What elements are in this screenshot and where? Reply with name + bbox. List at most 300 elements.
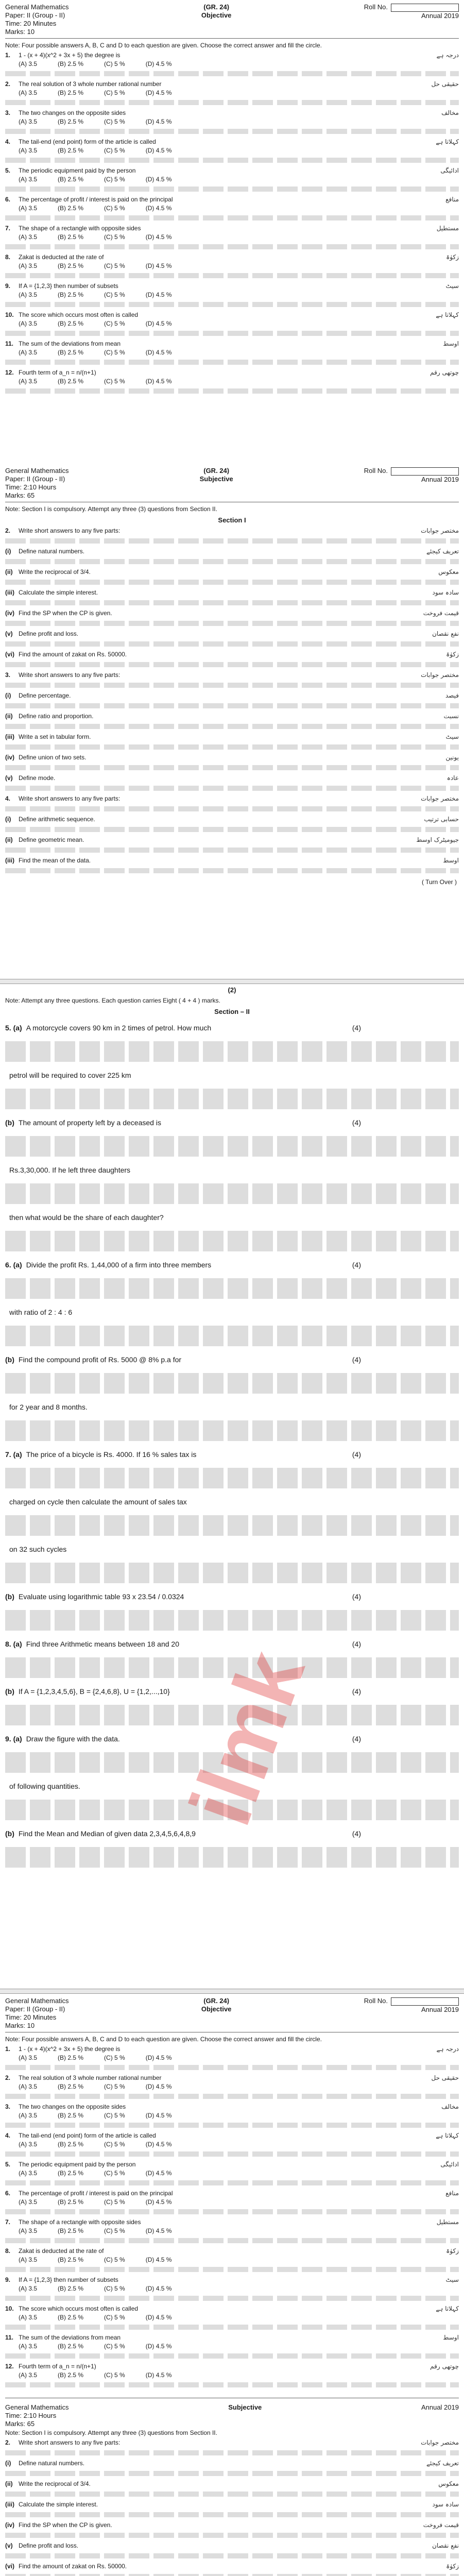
question-number: 3. <box>5 2103 11 2110</box>
answer-option[interactable]: (B) 2.5 % <box>58 2314 84 2321</box>
answer-options <box>0 2342 464 2350</box>
answer-option[interactable]: (A) 3.5 <box>19 2054 38 2061</box>
scan-text-line <box>5 1136 459 1157</box>
answer-option[interactable]: (C) 5 % <box>104 60 125 67</box>
answer-option[interactable]: (C) 5 % <box>104 176 125 183</box>
instructions-note: Note: Four possible answers A, B, C and D to each question are given. Choose the correct answer and fill the circle. <box>5 2036 322 2043</box>
scan-text-line <box>5 2238 459 2243</box>
question-text: Draw the figure with the data. <box>26 1735 120 1743</box>
question-text-urdu: سیٹ <box>445 282 459 290</box>
answer-option[interactable]: (C) 5 % <box>104 205 125 212</box>
question-text: Define profit and loss. <box>19 630 79 637</box>
answer-option[interactable]: (B) 2.5 % <box>58 2198 84 2206</box>
answer-option[interactable]: (B) 2.5 % <box>58 2227 84 2234</box>
answer-option[interactable]: (A) 3.5 <box>19 2170 38 2177</box>
scan-text-line <box>5 744 459 750</box>
question-text-urdu: مختصر جوابات <box>421 2439 459 2446</box>
question-text-urdu: مختصر جوابات <box>421 527 459 534</box>
answer-option[interactable]: (D) 4.5 % <box>145 147 172 154</box>
scan-text-line <box>5 538 459 544</box>
answer-option[interactable]: (C) 5 % <box>104 378 125 385</box>
answer-option[interactable]: (D) 4.5 % <box>145 378 172 385</box>
question-number: (iii) <box>5 857 14 864</box>
answer-option[interactable]: (D) 4.5 % <box>145 2054 172 2061</box>
paper-header <box>0 1994 464 2030</box>
answer-option[interactable]: (A) 3.5 <box>19 349 38 356</box>
short-question-list <box>0 526 464 873</box>
question-row <box>0 2160 464 2169</box>
answer-option[interactable]: (B) 2.5 % <box>58 118 84 125</box>
scan-text-line <box>5 827 459 832</box>
scan-text-line <box>5 2094 459 2099</box>
question-text: The periodic equipment paid by the person <box>19 167 136 174</box>
long-question <box>0 1112 464 1133</box>
question-text: Write short answers to any five parts: <box>19 527 121 534</box>
question-text: The shape of a rectangle with opposite sides <box>19 225 141 232</box>
answer-option[interactable]: (B) 2.5 % <box>58 89 84 96</box>
answer-options <box>0 319 464 328</box>
answer-option[interactable]: (D) 4.5 % <box>145 291 172 298</box>
question-row <box>0 567 464 577</box>
objective-paper-2 <box>0 1994 464 2576</box>
answer-option[interactable]: (D) 4.5 % <box>145 89 172 96</box>
question-number: 1. <box>5 2045 11 2053</box>
question-marks: (4) <box>352 1024 361 1032</box>
answer-option[interactable]: (D) 4.5 % <box>145 2256 172 2263</box>
scan-text-line <box>5 2180 459 2185</box>
answer-option[interactable]: (A) 3.5 <box>19 2112 38 2119</box>
roll-no-box <box>391 1997 459 2006</box>
question-text: The periodic equipment paid by the person <box>19 2161 136 2168</box>
question-number: 7. <box>5 225 11 232</box>
scan-text-line <box>5 1041 459 1062</box>
answer-option[interactable]: (D) 4.5 % <box>145 2227 172 2234</box>
question-text: The real solution of 3 whole number rational number <box>19 2074 162 2081</box>
answer-option[interactable]: (C) 5 % <box>104 320 125 327</box>
question-text-urdu: ادائیگی <box>440 167 459 174</box>
roll-no-label: Roll No. <box>364 467 388 474</box>
scan-text-line <box>5 848 459 853</box>
answer-option[interactable]: (A) 3.5 <box>19 2227 38 2234</box>
scan-text-line <box>5 1373 459 1394</box>
answer-option[interactable]: (C) 5 % <box>104 233 125 241</box>
answer-option[interactable]: (A) 3.5 <box>19 176 38 183</box>
answer-option[interactable]: (C) 5 % <box>104 2083 125 2090</box>
short-question-list <box>0 2438 464 2576</box>
question-text: Find the SP when the CP is given. <box>19 609 112 617</box>
question-text: Calculate the simple interest. <box>19 2501 98 2508</box>
question-text-urdu: تعریف کیجئے <box>426 2460 459 2467</box>
question-text: The price of a bicycle is Rs. 4000. If 16 % sales tax is <box>26 1450 197 1459</box>
question-text-urdu: مختصر جوابات <box>421 671 459 679</box>
answer-option[interactable]: (D) 4.5 % <box>145 349 172 356</box>
answer-option[interactable]: (D) 4.5 % <box>145 262 172 269</box>
long-question <box>0 1776 464 1797</box>
long-question-list <box>0 1018 464 1868</box>
scan-text-line <box>5 600 459 605</box>
answer-options <box>0 89 464 97</box>
question-text: Calculate the simple interest. <box>19 589 98 596</box>
question-text-urdu: درجہ ہے <box>436 2045 459 2053</box>
question-row <box>0 629 464 638</box>
answer-option[interactable]: (B) 2.5 % <box>58 2285 84 2292</box>
mcq-list <box>0 2044 464 2387</box>
question-row <box>0 108 464 117</box>
question-row <box>0 2362 464 2371</box>
question-text: Define percentage. <box>19 692 71 699</box>
scan-text-line <box>5 559 459 564</box>
question-text-urdu: حقیقی حل <box>431 2074 459 2081</box>
paper-header <box>0 464 464 500</box>
section-ii-title: Section – II <box>214 1008 250 1015</box>
question-number: 1. <box>5 52 11 59</box>
answer-option[interactable]: (A) 3.5 <box>19 320 38 327</box>
mcq-list <box>0 50 464 394</box>
question-text-urdu: مستطیل <box>436 225 459 232</box>
question-number: 2. <box>5 80 11 88</box>
question-number: 2. <box>5 2439 11 2446</box>
question-marks: (4) <box>352 1450 361 1459</box>
question-text-urdu: یونین <box>445 754 459 761</box>
answer-option[interactable]: (D) 4.5 % <box>145 176 172 183</box>
answer-option[interactable]: (D) 4.5 % <box>145 2371 172 2379</box>
question-row <box>0 773 464 783</box>
answer-options <box>0 2227 464 2235</box>
answer-option[interactable]: (A) 3.5 <box>19 60 38 67</box>
subject-label: General Mathematics <box>5 3 69 11</box>
question-marks: (4) <box>352 1687 361 1696</box>
answer-option[interactable]: (C) 5 % <box>104 89 125 96</box>
question-text: for 2 year and 8 months. <box>9 1403 88 1411</box>
question-text-urdu: کہلاتا ہے <box>436 2132 459 2139</box>
answer-option[interactable]: (D) 4.5 % <box>145 2285 172 2292</box>
answer-option[interactable]: (C) 5 % <box>104 2343 125 2350</box>
time-label: Time: 2:10 Hours <box>5 2412 57 2419</box>
answer-option[interactable]: (A) 3.5 <box>19 262 38 269</box>
question-text-urdu: چوتھی رقم <box>430 369 459 376</box>
answer-option[interactable]: (A) 3.5 <box>19 2083 38 2090</box>
answer-option[interactable]: (C) 5 % <box>104 2198 125 2206</box>
answer-option[interactable]: (A) 3.5 <box>19 233 38 241</box>
question-row <box>0 368 464 377</box>
question-number: 8. <box>5 253 11 261</box>
question-text: Write short answers to any five parts: <box>19 2439 121 2446</box>
scan-text-line <box>5 1420 459 1441</box>
question-number: (ii) <box>5 568 13 575</box>
scan-text-line <box>5 360 459 365</box>
question-row <box>0 691 464 700</box>
answer-option[interactable]: (D) 4.5 % <box>145 118 172 125</box>
question-row <box>0 2500 464 2509</box>
scan-text-line <box>5 2382 459 2387</box>
answer-option[interactable]: (C) 5 % <box>104 147 125 154</box>
answer-option[interactable]: (B) 2.5 % <box>58 2141 84 2148</box>
question-text: then what would be the share of each daughter? <box>9 1213 164 1222</box>
question-row <box>0 588 464 597</box>
answer-option[interactable]: (B) 2.5 % <box>58 2256 84 2263</box>
answer-option[interactable]: (B) 2.5 % <box>58 176 84 183</box>
question-row <box>0 2333 464 2342</box>
answer-option[interactable]: (B) 2.5 % <box>58 2343 84 2350</box>
answer-option[interactable]: (B) 2.5 % <box>58 349 84 356</box>
question-row <box>0 2102 464 2111</box>
question-row <box>0 2541 464 2550</box>
question-number: (iv) <box>5 2521 14 2529</box>
scan-text-line <box>5 1231 459 1251</box>
section-ii-page-1 <box>0 984 464 1989</box>
question-number: (v) <box>5 630 13 637</box>
answer-option[interactable]: (C) 5 % <box>104 2170 125 2177</box>
scan-text-line <box>5 2151 459 2157</box>
answer-option[interactable]: (D) 4.5 % <box>145 205 172 212</box>
answer-options <box>0 2082 464 2091</box>
answer-option[interactable]: (D) 4.5 % <box>145 320 172 327</box>
question-row <box>0 753 464 762</box>
time-label: Time: 20 Minutes <box>5 20 57 27</box>
answer-option[interactable]: (B) 2.5 % <box>58 378 84 385</box>
scan-text-line <box>5 765 459 770</box>
scan-text-line <box>5 215 459 221</box>
question-row <box>0 2217 464 2227</box>
question-row <box>0 711 464 721</box>
scan-text-line <box>5 1563 459 1583</box>
answer-option[interactable]: (D) 4.5 % <box>145 2198 172 2206</box>
question-number: (i) <box>5 816 11 823</box>
answer-option[interactable]: (D) 4.5 % <box>145 2083 172 2090</box>
answer-option[interactable]: (B) 2.5 % <box>58 2083 84 2090</box>
question-number: 5. <box>5 167 11 174</box>
question-marks: (4) <box>352 1592 361 1601</box>
scan-text-line <box>5 1705 459 1725</box>
scan-text-line <box>5 331 459 336</box>
roll-no-label: Roll No. <box>364 3 388 11</box>
scan-text-line <box>5 187 459 192</box>
scan-text-line <box>5 703 459 708</box>
question-number: 4. <box>5 795 11 802</box>
long-question <box>0 1018 464 1038</box>
question-row <box>0 2304 464 2313</box>
answer-option[interactable]: (A) 3.5 <box>19 291 38 298</box>
question-number: 12. <box>5 2363 14 2370</box>
question-number: (v) <box>5 2542 13 2549</box>
long-question <box>0 1444 464 1465</box>
scan-text-line <box>5 2512 459 2517</box>
question-row <box>0 670 464 680</box>
question-text-urdu: اوسط <box>443 340 459 347</box>
answer-option[interactable]: (A) 3.5 <box>19 89 38 96</box>
long-question <box>0 1728 464 1749</box>
answer-option[interactable]: (B) 2.5 % <box>58 262 84 269</box>
answer-option[interactable]: (C) 5 % <box>104 2227 125 2234</box>
paper-kind: Subjective <box>199 475 233 483</box>
paper-code: (GR. 24) <box>203 1997 230 2005</box>
session-label: Annual 2019 <box>421 475 459 483</box>
scan-text-line <box>5 2492 459 2497</box>
question-text: The two changes on the opposite sides <box>19 109 126 116</box>
question-number: (b) <box>5 1829 14 1838</box>
question-number: (iii) <box>5 2501 14 2508</box>
paper-header <box>0 0 464 36</box>
answer-option[interactable]: (A) 3.5 <box>19 147 38 154</box>
answer-option[interactable]: (D) 4.5 % <box>145 2170 172 2177</box>
answer-options <box>0 2111 464 2120</box>
scan-text-line <box>5 683 459 688</box>
answer-option[interactable]: (D) 4.5 % <box>145 2314 172 2321</box>
answer-options <box>0 262 464 270</box>
section-title: Section I <box>218 516 246 524</box>
header-rule <box>5 38 459 39</box>
scan-text-line <box>5 786 459 791</box>
objective-paper-1 <box>0 0 464 464</box>
question-number: (vi) <box>5 651 14 658</box>
answer-option[interactable]: (B) 2.5 % <box>58 291 84 298</box>
question-text-urdu: زکوٰۃ <box>446 2563 459 2570</box>
scan-text-line <box>5 2471 459 2476</box>
answer-option[interactable]: (C) 5 % <box>104 2112 125 2119</box>
answer-option[interactable]: (B) 2.5 % <box>58 2371 84 2379</box>
question-text: Write a set in tabular form. <box>19 733 91 740</box>
answer-option[interactable]: (C) 5 % <box>104 2256 125 2263</box>
question-text-urdu: چوتھی رقم <box>430 2363 459 2370</box>
instructions-note: Note: Section I is compulsory. Attempt any three (3) questions from Section II. <box>5 505 217 513</box>
question-text: The shape of a rectangle with opposite sides <box>19 2218 141 2226</box>
question-row <box>0 526 464 535</box>
answer-option[interactable]: (B) 2.5 % <box>58 233 84 241</box>
question-text: charged on cycle then calculate the amount of sales tax <box>9 1498 187 1506</box>
question-row <box>0 2520 464 2530</box>
question-text: Define natural numbers. <box>19 548 85 555</box>
scan-text-line <box>5 100 459 105</box>
answer-option[interactable]: (B) 2.5 % <box>58 2170 84 2177</box>
question-number: 4. <box>5 138 11 145</box>
question-row <box>0 2073 464 2082</box>
question-number: 9. <box>5 282 11 290</box>
question-text-urdu: حقیقی حل <box>431 80 459 88</box>
answer-option[interactable]: (A) 3.5 <box>19 378 38 385</box>
answer-option[interactable]: (A) 3.5 <box>19 118 38 125</box>
answer-options <box>0 2371 464 2379</box>
answer-option[interactable]: (C) 5 % <box>104 291 125 298</box>
answer-option[interactable]: (D) 4.5 % <box>145 60 172 67</box>
question-text-urdu: کہلاتا ہے <box>436 311 459 318</box>
answer-option[interactable]: (B) 2.5 % <box>58 147 84 154</box>
question-row <box>0 856 464 865</box>
answer-option[interactable]: (C) 5 % <box>104 349 125 356</box>
answer-option[interactable]: (A) 3.5 <box>19 2371 38 2379</box>
answer-option[interactable]: (D) 4.5 % <box>145 2141 172 2148</box>
answer-option[interactable]: (A) 3.5 <box>19 2314 38 2321</box>
answer-option[interactable]: (A) 3.5 <box>19 2256 38 2263</box>
question-number: (b) <box>5 1592 14 1601</box>
long-question <box>0 1349 464 1370</box>
question-text-urdu: سادہ سود <box>432 589 459 596</box>
scan-text-line <box>5 2450 459 2455</box>
question-text: Evaluate using logarithmic table 93 x 23.54 / 0.0324 <box>18 1592 184 1601</box>
marks-label: Marks: 10 <box>5 28 35 36</box>
long-question <box>0 1255 464 1275</box>
instructions-note: Note: Four possible answers A, B, C and D to each question are given. Choose the correct answer and fill the circle. <box>5 42 322 49</box>
question-number: (i) <box>5 2460 11 2467</box>
scan-text-line <box>5 1468 459 1488</box>
answer-options <box>0 60 464 68</box>
question-row <box>0 166 464 175</box>
question-text-urdu: نفع نقصان <box>432 630 459 637</box>
scan-text-line <box>5 641 459 647</box>
answer-option[interactable]: (B) 2.5 % <box>58 2054 84 2061</box>
question-number: (vi) <box>5 2563 14 2570</box>
question-row <box>0 281 464 291</box>
scan-text-line <box>5 244 459 249</box>
time-label: Time: 20 Minutes <box>5 2013 57 2021</box>
question-text: A motorcycle covers 90 km in 2 times of petrol. How much <box>26 1024 212 1032</box>
question-text-urdu: سیٹ <box>445 733 459 740</box>
question-text: Define natural numbers. <box>19 2460 85 2467</box>
question-marks: (4) <box>352 1261 361 1269</box>
question-text-urdu: قیمت فروخت <box>423 2521 459 2529</box>
answer-option[interactable]: (B) 2.5 % <box>58 60 84 67</box>
question-text-urdu: سیٹ <box>445 2276 459 2283</box>
answer-option[interactable]: (C) 5 % <box>104 2314 125 2321</box>
answer-option[interactable]: (A) 3.5 <box>19 205 38 212</box>
question-row <box>0 195 464 204</box>
scan-text-line <box>5 1752 459 1773</box>
answer-option[interactable]: (A) 3.5 <box>19 2198 38 2206</box>
long-question <box>0 1397 464 1417</box>
scan-text-line <box>5 2574 459 2576</box>
answer-option[interactable]: (A) 3.5 <box>19 2141 38 2148</box>
question-marks: (4) <box>352 1735 361 1743</box>
answer-option[interactable]: (C) 5 % <box>104 2285 125 2292</box>
answer-option[interactable]: (C) 5 % <box>104 2054 125 2061</box>
question-text-urdu: اوسط <box>443 857 459 864</box>
question-text: The percentage of profit / interest is paid on the principal <box>19 196 173 203</box>
scan-text-line <box>5 1610 459 1631</box>
answer-option[interactable]: (D) 4.5 % <box>145 233 172 241</box>
answer-option[interactable]: (B) 2.5 % <box>58 205 84 212</box>
answer-option[interactable]: (A) 3.5 <box>19 2343 38 2350</box>
answer-option[interactable]: (C) 5 % <box>104 118 125 125</box>
answer-option[interactable]: (C) 5 % <box>104 2371 125 2379</box>
roll-no-box <box>391 4 459 12</box>
answer-option[interactable]: (C) 5 % <box>104 2141 125 2148</box>
answer-option[interactable]: (A) 3.5 <box>19 2285 38 2292</box>
paper-code: (GR. 24) <box>203 3 230 11</box>
question-number: 5. (a) <box>5 1024 22 1032</box>
question-text-urdu: منافع <box>445 2190 459 2197</box>
answer-option[interactable]: (B) 2.5 % <box>58 2112 84 2119</box>
question-number: (iv) <box>5 754 14 761</box>
question-text-urdu: معکوس <box>438 568 459 575</box>
question-number: 6. (a) <box>5 1261 22 1269</box>
answer-option[interactable]: (C) 5 % <box>104 262 125 269</box>
long-question <box>0 1207 464 1228</box>
answer-options <box>0 2284 464 2293</box>
question-text: The score which occurs most often is called <box>19 311 139 318</box>
question-row <box>0 2438 464 2447</box>
page-divider <box>0 979 464 984</box>
question-number: 3. <box>5 671 11 679</box>
answer-option[interactable]: (D) 4.5 % <box>145 2343 172 2350</box>
question-text-urdu: کہلاتا ہے <box>436 2305 459 2312</box>
question-text-urdu: نسبت <box>443 713 459 720</box>
answer-option[interactable]: (D) 4.5 % <box>145 2112 172 2119</box>
long-question <box>0 1823 464 1844</box>
question-text: Zakat is deducted at the rate of <box>19 2247 104 2255</box>
answer-option[interactable]: (B) 2.5 % <box>58 320 84 327</box>
scan-text-line <box>5 1515 459 1536</box>
question-text-urdu: عادہ <box>446 774 459 782</box>
scan-text-line <box>5 2325 459 2330</box>
